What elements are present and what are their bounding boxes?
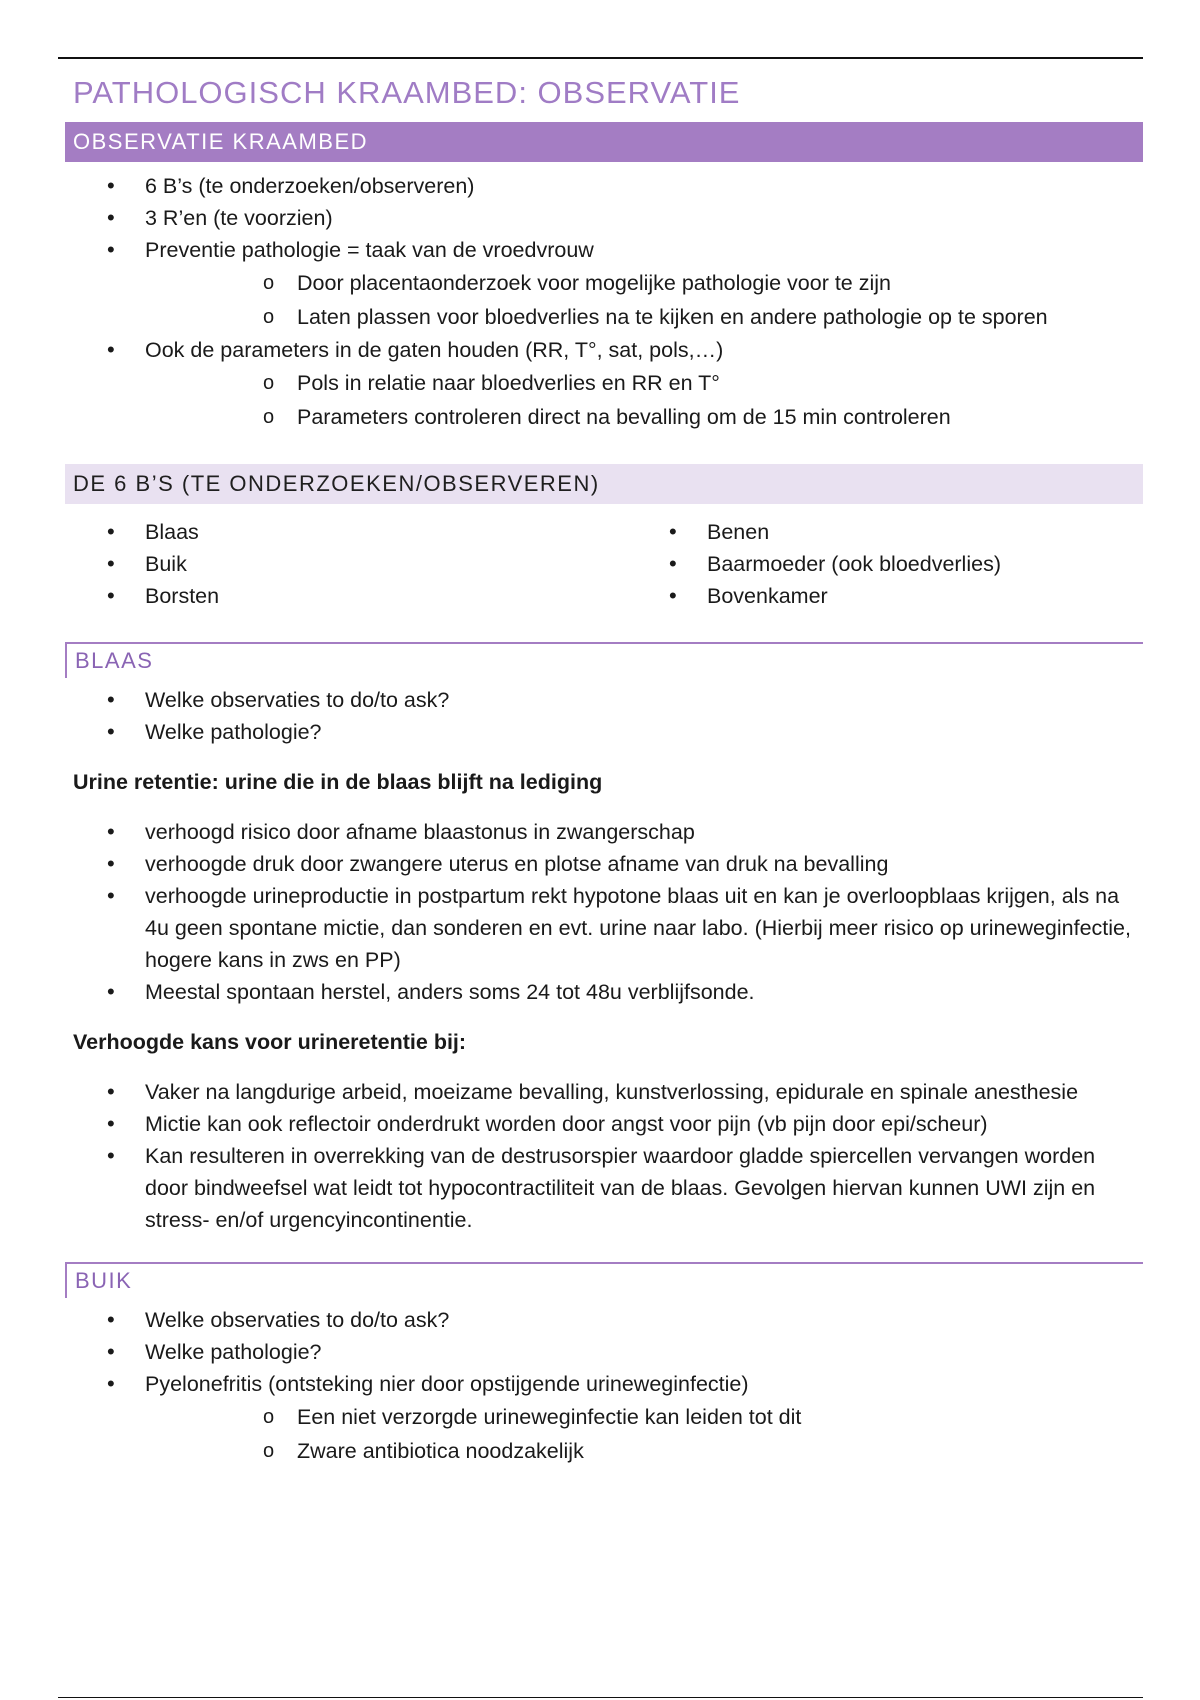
kans-title: Verhoogde kans voor urineretentie bij: [73,1030,467,1054]
sub-list-item: o Pols in relatie naar bloedverlies en RR en T° [145,366,1143,400]
kans-list [65,1076,1143,1236]
sub-list-item: o Zware antibiotica noodzakelijk [145,1434,1143,1468]
sub-list [145,266,1143,334]
list-item: • Bovenkamer [627,580,1127,612]
top-rule [58,57,1143,59]
sub-list-item: o Een niet verzorgde urineweginfectie kan leiden tot dit [145,1400,1143,1434]
section-heading-observatie: OBSERVATIE KRAAMBED [65,122,1143,162]
document-body [65,72,1143,1468]
list-item: • Meestal spontaan herstel, anders soms 24 tot 48u verblijfsonde. [65,976,1143,1008]
sub-list [145,366,1143,434]
page-title: PATHOLOGISCH KRAAMBED: OBSERVATIE [73,75,741,110]
list-item: • Blaas [65,516,627,548]
list-item: • 6 B’s (te onderzoeken/observeren) [65,170,1143,202]
six-bs-left-list [65,516,627,612]
buik-list [65,1304,1143,1468]
list-item-text: Ook de parameters in de gaten houden (RR, T°, sat, pols,…) [145,338,724,362]
list-item: • Welke observaties to do/to ask? [65,1304,1143,1336]
six-bs-columns [65,516,1143,612]
list-item [65,334,1143,434]
blaas-questions-list [65,684,1143,748]
sub-list [145,1400,1143,1468]
section-heading-six-bs: DE 6 B’S (TE ONDERZOEKEN/OBSERVEREN) [65,464,1143,504]
section-heading-buik: BUIK [65,1262,1143,1298]
list-item: • Borsten [65,580,627,612]
sub-list-item: o Parameters controleren direct na bevalling om de 15 min controleren [145,400,1143,434]
list-item: • Mictie kan ook reflectoir onderdrukt worden door angst voor pijn (vb pijn door epi/scheur) [65,1108,1143,1140]
list-item: • verhoogde druk door zwangere uterus en plotse afname van druk na bevalling [65,848,1143,880]
list-item: • verhoogd risico door afname blaastonus in zwangerschap [65,816,1143,848]
list-item: • Welke pathologie? [65,1336,1143,1368]
list-item: • Baarmoeder (ook bloedverlies) [627,548,1127,580]
list-item [65,1368,1143,1468]
list-item: • verhoogde urineproductie in postpartum rekt hypotone blaas uit en kan je overloopblaas krijgen, als na 4u geen spontane mictie, dan sonderen en evt. urine naar labo. (Hierbij meer risico op urineweginfectie, hogere kans in zws en PP) [65,880,1143,976]
retentie-list [65,816,1143,1008]
list-item: • Welke pathologie? [65,716,1143,748]
list-item [65,234,1143,334]
list-item-text: Pyelonefritis (ontsteking nier door opstijgende urineweginfectie) [145,1372,749,1396]
list-item: • 3 R’en (te voorzien) [65,202,1143,234]
list-item: • Vaker na langdurige arbeid, moeizame bevalling, kunstverlossing, epidurale en spinale anesthesie [65,1076,1143,1108]
sub-list-item: o Laten plassen voor bloedverlies na te kijken en andere pathologie op te sporen [145,300,1143,334]
six-bs-right-list [627,516,1127,612]
retentie-title: Urine retentie: urine die in de blaas blijft na lediging [73,770,603,794]
list-item: • Buik [65,548,627,580]
bottom-rule [58,1697,1143,1698]
list-item: • Benen [627,516,1127,548]
observatie-list [65,170,1143,434]
list-item-text: Preventie pathologie = taak van de vroedvrouw [145,238,594,262]
list-item: • Kan resulteren in overrekking van de destrusorspier waardoor gladde spiercellen vervangen worden door bindweefsel wat leidt tot hypocontractiliteit van de blaas. Gevolgen hiervan kunnen UWI zijn en stress- en/of urgencyincontinentie. [65,1140,1143,1236]
list-item: • Welke observaties to do/to ask? [65,684,1143,716]
sub-list-item: o Door placentaonderzoek voor mogelijke pathologie voor te zijn [145,266,1143,300]
section-heading-blaas: BLAAS [65,642,1143,678]
